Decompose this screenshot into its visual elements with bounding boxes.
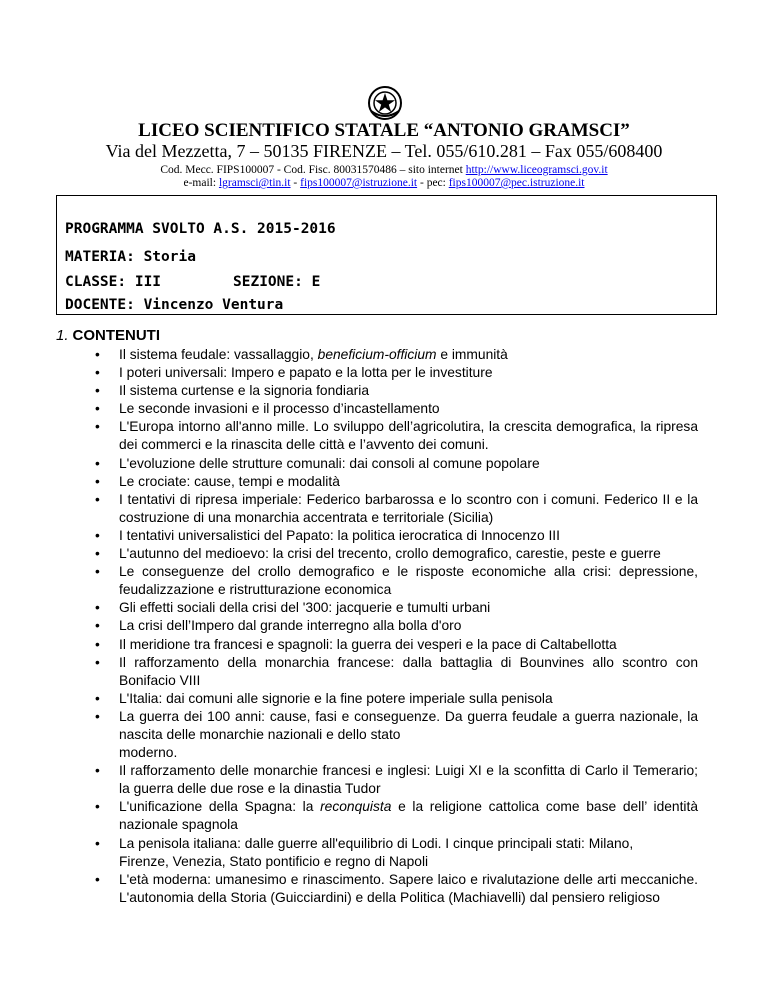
- list-item: • Le conseguenze del crollo demografico e le risposte economiche alla crisi: depressione, feudalizzazione e ristrutturazione economica: [95, 564, 698, 598]
- bullet-icon: •: [95, 419, 100, 435]
- school-codes: Cod. Mecc. FIPS100007 - Cod. Fisc. 80031570486 – sito internet: [160, 164, 466, 176]
- separator: -: [290, 177, 301, 189]
- list-item: • La penisola italiana: dalle guerre all'equilibrio di Lodi. I cinque principali stati: Milano, Firenze, Venezia, Stato pontificio e regno di Napoli: [95, 835, 634, 869]
- list-item: • I tentativi di ripresa imperiale: Federico barbarossa e lo scontro con i comuni. Federico II e la costruzione di una monarchia accentrata e territoriale (Sicilia): [95, 491, 698, 525]
- list-item: • L'evoluzione delle strutture comunali: dai consoli al comune popolare: [95, 455, 698, 473]
- bullet-icon: •: [95, 527, 100, 543]
- section-letter: SEZIONE: E: [233, 274, 321, 290]
- list-item: • La crisi dell’Impero dal grande interregno alla bolla d'oro: [95, 617, 698, 635]
- contact-line: [0, 177, 768, 189]
- list-item: • L'età moderna: umanesimo e rinascimento. Sapere laico e rivalutazione delle arti meccaniche. L'autonomia della Storia (Guicciardini) e della Politica (Machiavelli) dal pensiero religioso: [95, 871, 698, 905]
- pec-label: - pec:: [417, 177, 449, 189]
- list-item: • Il rafforzamento della monarchia francese: dalla battaglia di Bounvines allo scontro con Bonifacio VIII: [95, 654, 698, 688]
- bullet-icon: •: [95, 455, 100, 471]
- email-link[interactable]: lgramsci@tin.it: [218, 177, 291, 189]
- bullet-icon: •: [95, 347, 100, 362]
- bullet-icon: •: [95, 564, 100, 580]
- contents-list: [95, 346, 698, 907]
- list-item: • L'unificazione della Spagna: la reconquista e la religione cattolica come base dell’ identità nazionale spagnola: [95, 799, 698, 833]
- list-item: • Gli effetti sociali della crisi del '300: jacquerie e tumulti urbani: [95, 599, 698, 617]
- italian-republic-emblem: [367, 85, 403, 121]
- contents-heading: [56, 327, 160, 344]
- email2-link[interactable]: fips100007@istruzione.it: [300, 177, 418, 189]
- bullet-icon: •: [95, 401, 100, 417]
- list-item: • L'Italia: dai comuni alle signorie e la fine potere imperiale sulla penisola: [95, 690, 698, 708]
- program-info-box: [56, 195, 717, 315]
- website-link[interactable]: http://www.liceogramsci.gov.it: [465, 164, 608, 176]
- section-number: 1.: [56, 327, 69, 344]
- bullet-icon: •: [95, 546, 100, 562]
- bullet-icon: •: [95, 708, 100, 724]
- bullet-icon: •: [95, 835, 100, 851]
- bullet-icon: •: [95, 654, 100, 670]
- list-item: • L'Europa intorno all'anno mille. Lo sviluppo dell’agricolutira, la crescita demografica, la ripresa dei commerci e la rinascita delle città e l’avvento dei comuni.: [95, 419, 698, 453]
- bullet-icon: •: [95, 763, 100, 779]
- school-codes-line: [0, 164, 768, 176]
- class: CLASSE: III: [65, 274, 162, 290]
- list-item: • La guerra dei 100 anni: cause, fasi e conseguenze. Da guerra feudale a guerra nazionale, la nascita delle monarchie nazionali e dello stato moderno.: [95, 708, 698, 761]
- email-label: e-mail:: [183, 177, 219, 189]
- bullet-icon: •: [95, 365, 100, 381]
- list-item: • Le seconde invasioni e il processo d’incastellamento: [95, 400, 698, 418]
- school-address: Via del Mezzetta, 7 – 50135 FIRENZE – Tel. 055/610.281 – Fax 055/608400: [105, 141, 663, 161]
- teacher: DOCENTE: Vincenzo Ventura: [65, 297, 284, 313]
- section-title: CONTENUTI: [72, 327, 161, 344]
- list-item: • Le crociate: cause, tempi e modalità: [95, 473, 698, 491]
- pec-link[interactable]: fips100007@pec.istruzione.it: [448, 177, 585, 189]
- list-item: • Il meridione tra francesi e spagnoli: la guerra dei vesperi e la pace di Caltabellotta: [95, 636, 698, 654]
- program-title: PROGRAMMA SVOLTO A.S. 2015-2016: [65, 221, 336, 237]
- bullet-icon: •: [95, 636, 100, 652]
- list-item: • L'autunno del medioevo: la crisi del trecento, crollo demografico, carestie, peste e guerre: [95, 545, 698, 563]
- school-name: LICEO SCIENTIFICO STATALE “ANTONIO GRAMSCI”: [138, 120, 630, 141]
- class-row: [65, 274, 321, 290]
- bullet-icon: •: [95, 871, 100, 887]
- bullet-icon: •: [95, 618, 100, 634]
- bullet-icon: •: [95, 690, 100, 706]
- bullet-icon: •: [95, 600, 100, 616]
- list-item: • I poteri universali: Impero e papato e la lotta per le investiture: [95, 364, 698, 382]
- subject: MATERIA: Storia: [65, 249, 196, 265]
- bullet-icon: •: [95, 491, 100, 507]
- bullet-icon: •: [95, 473, 100, 489]
- list-item: • Il sistema feudale: vassallaggio, beneficium-officium e immunità: [95, 346, 698, 364]
- list-item: • Il rafforzamento delle monarchie francesi e inglesi: Luigi XI e la sconfitta di Carlo il Temerario; la guerra delle due rose e la dinastia Tudor: [95, 763, 698, 797]
- list-item: • I tentativi universalistici del Papato: la politica ierocratica di Innocenzo III: [95, 527, 698, 545]
- bullet-icon: •: [95, 799, 100, 815]
- bullet-icon: •: [95, 383, 100, 399]
- list-item: • Il sistema curtense e la signoria fondiaria: [95, 382, 698, 400]
